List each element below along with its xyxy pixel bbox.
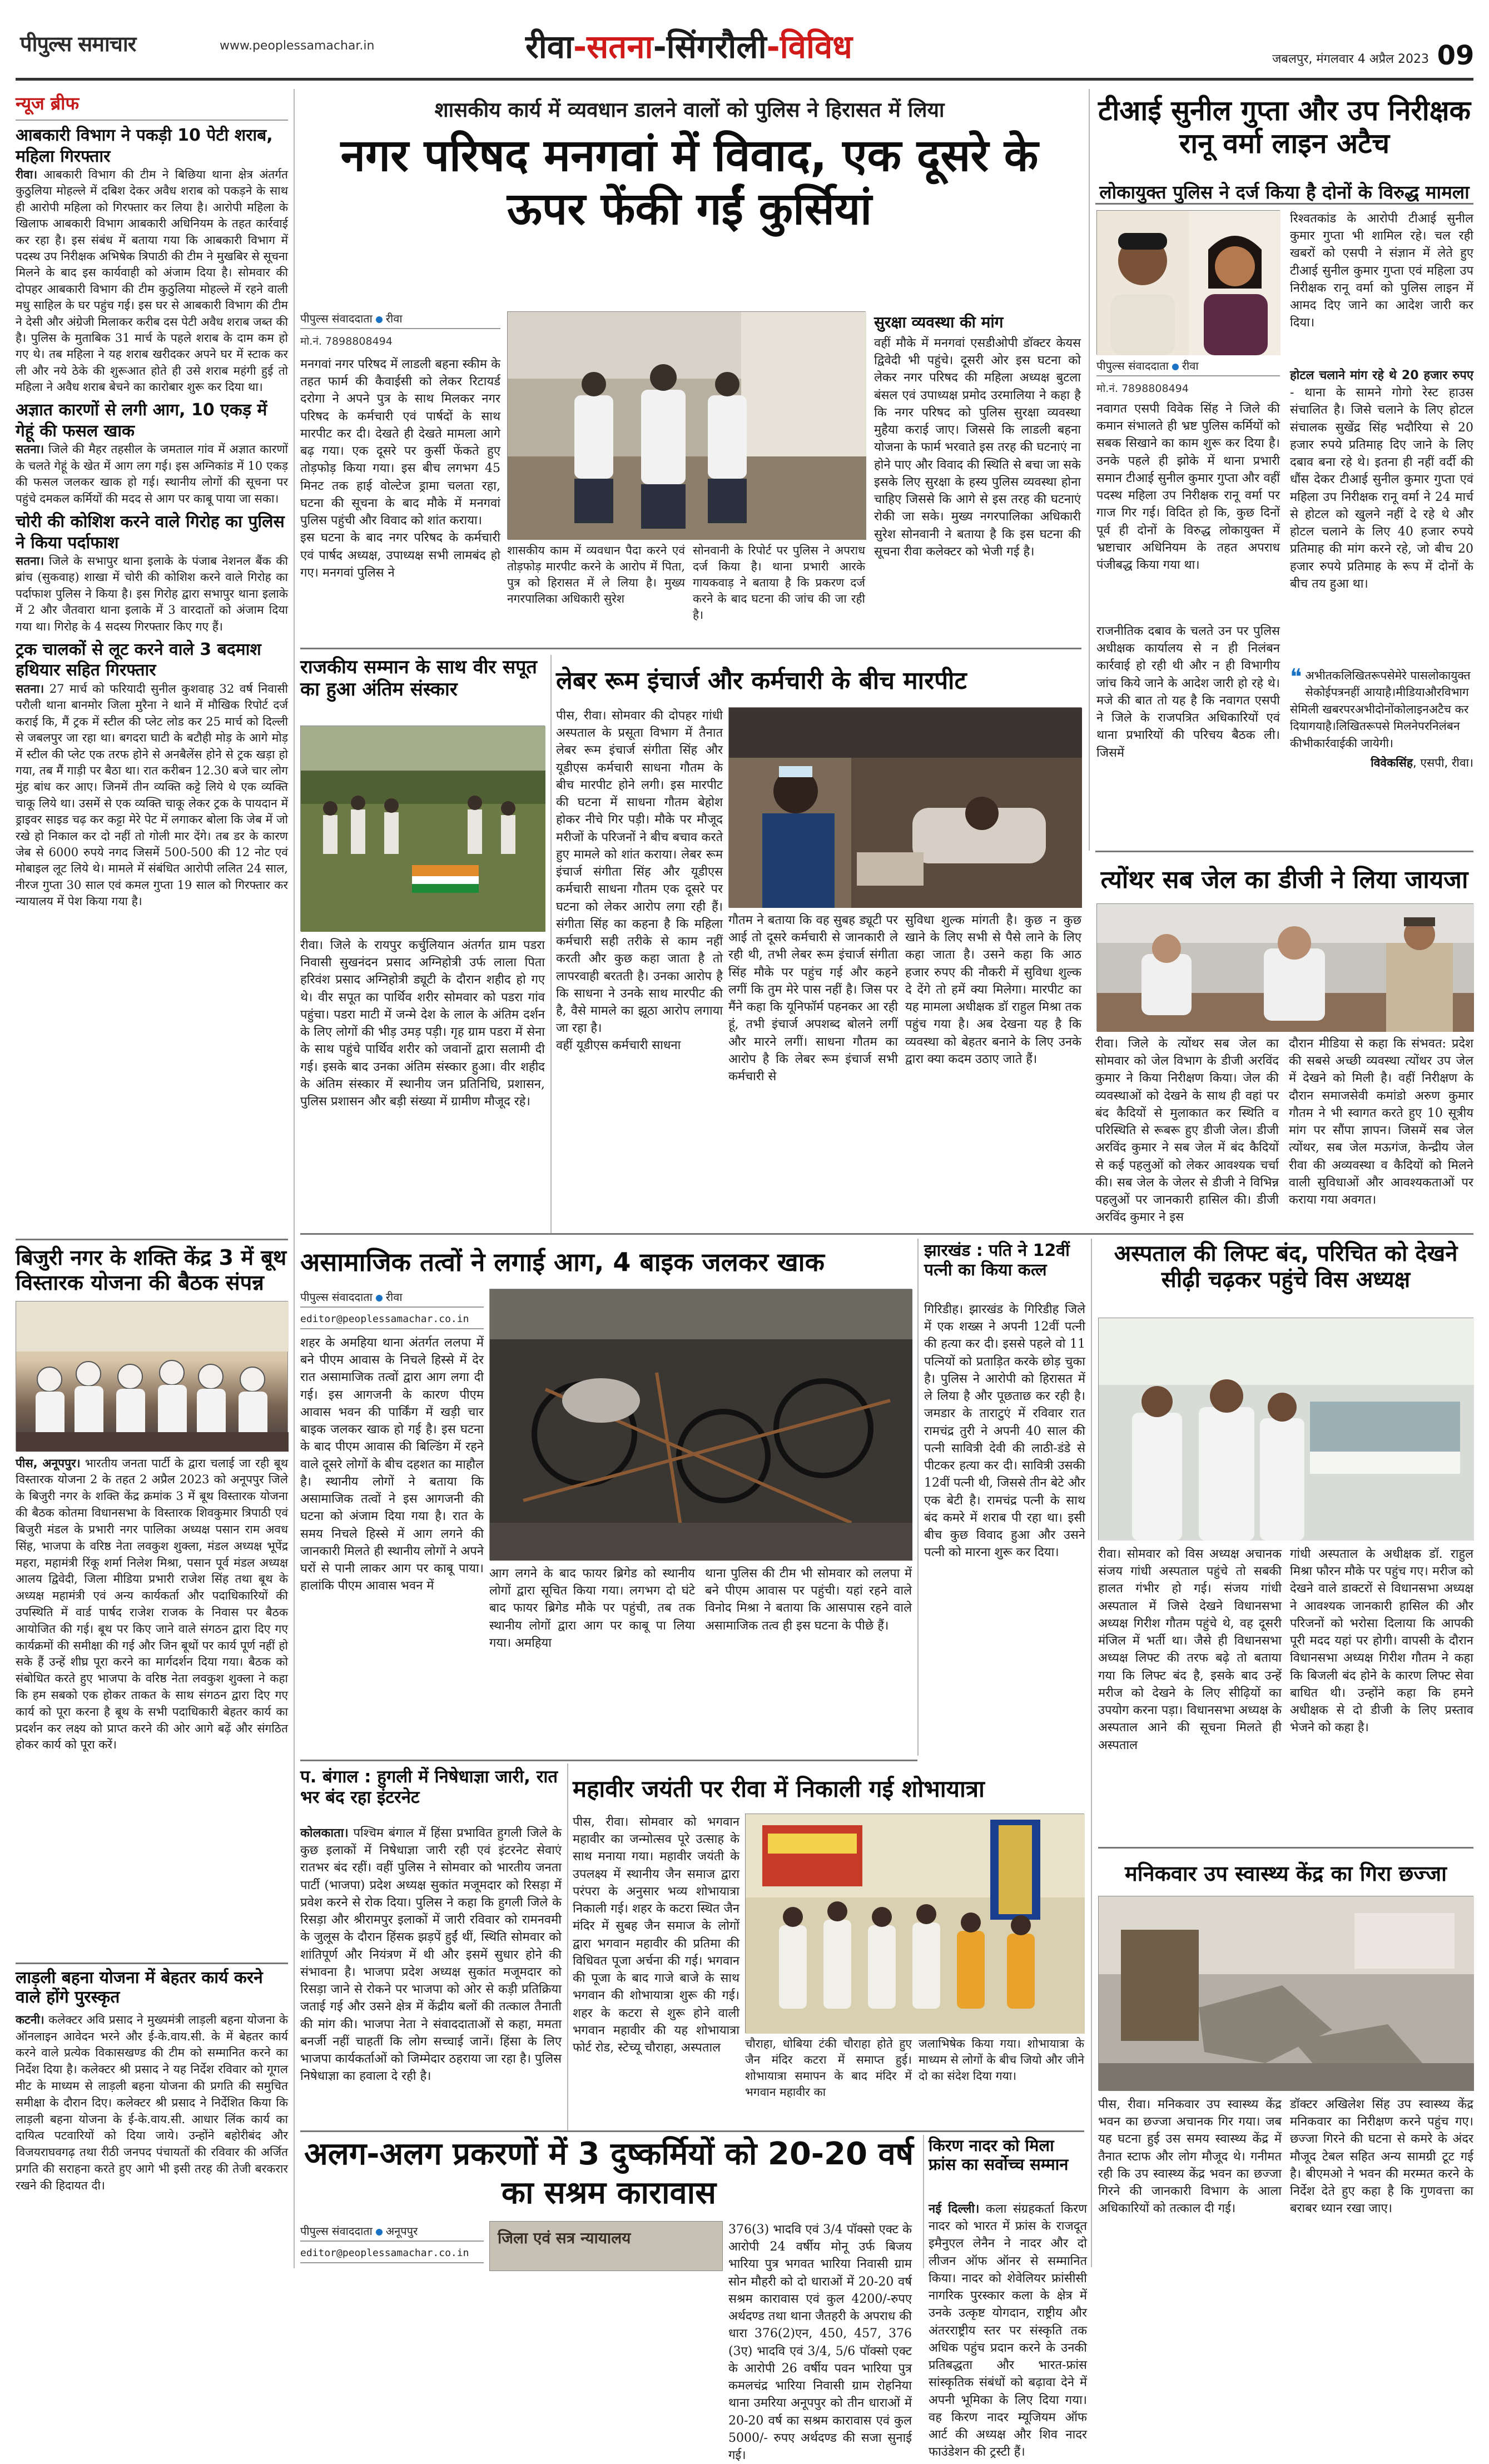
section-sep-2: - <box>653 28 667 66</box>
article-body: पीस, अनूपपुर। भारतीय जनता पार्टी के द्वारा चलाई जा रही बूथ विस्तारक योजना 2 के तहत 2 अप्रैल 2023 को अनूपपुर जिले के बिजुरी नगर के शक्ति केंद्र क्रमांक 3 में बूथ विस्तारक योजना की बैठक कोतमा विधानसभा के विस्तारक शिवकुमार त्रिपाठी एवं बिजुरी मंडल के प्रभारी नगर पालिका अध्यक्ष पसान राम अवध सिंह, भाजपा के वरिष्ठ नेता लवकुश शुक्ला, मंडल अध्यक्ष भूपेंद्र महरा, महामंत्री रिंकू शर्मा निलेश मिश्रा, पसान पूर्व मंडल अध्यक्ष आलय द्विवेदी, जिला मीडिया प्रभारी राजेश सिंह तथा बूथ के अध्यक्ष महामंत्री एवं अन्य कार्यकर्ता और पदाधिकारियों की उपस्थिति में वार्ड पार्षद राजेश राजक के निवास पर बैठक आयोजित की गई। बूथ पर किए जाने वाले संगठन द्वारा दिए गए कार्यक्रमों की समीक्षा की गई और जिन बूथों पर कार्य पूर्ण नहीं हो सके हैं उन्हें शीघ्र पूरा करने का मार्गदर्शन दिया गया। बैठक को संबोधित करते हुए भाजपा के वरिष्ठ नेता लवकुश शुक्ला ने कहा कि हम सबको एक होकर ताकत के साथ संगठन द्वारा दिए गए कार्य को पूरा करना है बूथ के सभी पदाधिकारी बेहतर कार्य का प्रदर्शन कर लक्ष्य को प्राप्त करने की ओर आगे बढ़ें और संगठित होकर कार्य को पूरा करें। <box>16 1456 288 1752</box>
side-subhead: सुरक्षा व्यवस्था की मांग <box>874 313 1004 331</box>
news-brief-column <box>16 89 288 1237</box>
labour-body-col3: सुविधा शुल्क मांगती है। कुछ न कुछ खाने के लिए सभी से पैसे लाने के लिए कहा जाता है। उसने कहा कि आठ हजार रुपए की नौकरी में सुविधा शुल्क दे देंगे तो हमें क्या मिलेगा। मारपीट का यह मामला अधीक्षक डॉ राहुल मिश्रा तक पहुंच गया है। अब देखना यह है कि व्यवस्था को बेहतर बनाने के लिए उनके द्वारा क्या कदम उठाए जाते हैं। <box>905 913 1081 1066</box>
sp-quote: अभीतकलिखितरूपसेमेरे पासलोकायुक्तसेकोईपत्रनहीं आयाहै।मीडियाऔरविभागसेमिली खबरपरअभीदोनोंकोलाइनअटैच करदियागयाहै।लिखितरूपसे मिलनेपरनिलंबनकीभीकार्रवाईकी जायेगी। <box>1290 669 1471 750</box>
brief-text: सतना। जिले की मैहर तहसील के जमताल गांव में अज्ञात कारणों के चलते गेहूं के खेत में आग लग गई। इस अग्निकांड में 10 एकड़ की फसल जलकर खाक हो गई। स्थानीय लोगों की सूचना पर पहुंचे दमकल कर्मियों की मदद से आग पर काबू पाया जा सका। <box>16 443 288 505</box>
ti-quote-box <box>1290 664 1473 845</box>
brief-item-fire <box>16 400 288 507</box>
brief-headline: अज्ञात कारणों से लगी आग, 10 एकड़ में गेहूं की फसल खाक <box>16 400 267 441</box>
lift-body-col2: गांधी अस्पताल के अधीक्षक डॉ. राहुल मिश्रा फौरन मौके पर पहुंच गए। मरीज को देखने वाले डाक्टरों से विधानसभा अध्यक्ष ने आवश्यक जानकारी हासिल की और परिजनों को भरोसा दिलाया कि आपकी पूरी मदद यहां पर होगी। वापसी के दौरान विधानसभा अध्यक्ष गिरीश गौतम ने कहा कि बिजली बंद होने के कारण लिफ्ट सेवा बाधित थी। उन्होंने कहा कि हमने अधीक्षक से दो डीजी के लिए प्रस्ताव भेजने को कहा है। <box>1290 1547 1473 1735</box>
bengal-body: कोलकाता। पश्चिम बंगाल में हिंसा प्रभावित हुगली जिले के कुछ इलाकों में निषेधाज्ञा जारी रही एवं इंटरनेट सेवाएं रातभर बंद रहीं। वहीं पुलिस ने सोमवार को भारतीय जनता पार्टी (भाजपा) प्रदेश अध्यक्ष सुकांत मजूमदार को रिसड़ा में प्रवेश करने से रोक दिया। पुलिस ने कहा कि हुगली जिले के रिसड़ा और श्रीरामपुर इलाकों में जारी रविवार को रामनवमी के जुलूस के दौरान हिंसक झड़पें हुईं थीं, स्थिति सोमवार को शांतिपूर्ण और नियंत्रण में थी और इसमें सुधार होने की संभावना है। भाजपा प्रदेश अध्यक्ष सुकांत मजूमदार को रिसड़ा जाने से रोकने पर भाजपा को ओर से कड़ी प्रतिक्रिया जताई गई और उसने क्षेत्र में केंद्रीय बलों की तत्काल तैनाती की मांग की। भाजपा नेता ने संवाददाताओं से कहा, ममता बनर्जी नहीं चाहतीं कि लोग सच्चाई जानें। हिंसा के लिए भाजपा कार्यकर्ताओं को जिम्मेदार ठहराया जा रहा है। पुलिस निषेधाज्ञा का हवाला दे रही है। <box>300 1826 562 2084</box>
arson-byline-box <box>300 1287 484 1332</box>
jail-photo <box>1096 903 1473 1031</box>
section-part-3: सिंगरौली <box>666 28 767 66</box>
column-rule <box>1089 89 1090 851</box>
funeral-photo <box>300 726 545 931</box>
masthead-brand-logo <box>20 29 181 60</box>
arson-body-col2: आग लगने के बाद फायर ब्रिगेड को स्थानीय लोगों द्वारा सूचित किया गया। लगभग दो घंटे बाद फायर ब्रिगेड मौके पर पहुंची, तब तक स्थानीय लोगों द्वारा आग पर काबू पा लिया गया। अमहिया <box>489 1567 695 1650</box>
masthead-rule <box>16 78 1473 81</box>
collapsed-ceiling-photo <box>1098 1896 1473 2090</box>
divider <box>16 1239 288 1240</box>
column-rule <box>923 2135 924 2268</box>
brief-text: रीवा। आबकारी विभाग की टीम ने बिछिया थाना क्षेत्र अंतर्गत कुठुलिया मोहल्ले में दबिश देकर अवैध शराब को पकड़ने के साथ ही आरोपी महिला को गिरफ्तार कर लिया है। आरोपी महिला के खिलाफ आबकारी विभाग आबकारी अधिनियम के तहत कार्रवाई कर रहा है। इस संबंध में बताया गया कि आबकारी विभाग में पदस्थ उप निरीक्षक अभिषेक त्रिपाठी की टीम ने मुखबिर से सूचना मिलने के बाद इस कार्यवाही को अंजाम दिया है। सोमवार की दोपहर आबकारी विभाग की टीम कुठुलिया मोहल्ले में रहने वाली मधु साहिल के घर पहुंच गई। इस घर से आबकारी विभाग की टीम ने देसी और अंग्रेजी मिलाकर करीब दस पेटी अवैध शराब जब्त की है। पुलिस के मुताबिक 31 मार्च के पहले शराब के दाम कम हो गए थे। तब महिला ने यह शराब खरीदकर अपने घर में स्टाक कर ली और नये ठेके की शुरूआत होते ही उसे शराब महंगी हुई तो महिला ने अवैध शराब बेचने का कारोबार शुरू कर दिया था। <box>16 168 288 394</box>
brief-text: सतना। जिले के सभापुर थाना इलाके के पंजाब नेशनल बैंक की ब्रांच (सुकवाह) शाखा में चोरी की कोशिश करने वाले गिरोह का पर्दाफाश पुलिस ने किया है। इस गिरोह द्वारा सभापुर थाना इलाके में 2 और जैतवारा थाना इलाके में 3 वारदातों को अंजाम दिया गया था। गिरोह के 4 सदस्य गिरफ्तार किए गए हैं। <box>16 554 288 633</box>
page-number: 09 <box>1437 40 1475 71</box>
column-rule <box>550 655 552 1233</box>
ti-headline: टीआई सुनील गुप्ता और उप निरीक्षक रानू वर्मा लाइन अटैच <box>1098 95 1471 160</box>
mahavir-body-col1: पीस, रीवा। सोमवार को भगवान महावीर का जन्मोत्सव पूरे उत्साह के साथ मनाया गया। महावीर जयंती के उपलक्ष्य में स्थानीय जैन समाज द्वारा परंपरा के अनुसार भव्य शोभायात्रा निकाली गई। शहर के कटरा स्थित जैन मंदिर में सुबह जैन समाज के लोगों द्वारा भगवान महावीर की प्रतिमा की विधिवत पूजा अर्चना की गई। भगवान की पूजा के बाद गाजे बाजे के साथ भगवान की शोभायात्रा शुरू की गई। शहर के कटरा से शुरू होने वाली भगवान महावीर की यह शोभायात्रा फोर्ट रोड, स्टेच्यू चौराहा, अस्पताल <box>573 1815 739 2055</box>
brief-item-excise <box>16 125 288 395</box>
labour-headline: लेबर रूम इंचार्ज और कर्मचारी के बीच मारपीट <box>556 667 967 695</box>
section-part-4: विविध <box>780 28 852 66</box>
byline: पीपुल्स संवाददाता अनूपपुर <box>300 2221 484 2242</box>
lift-headline: अस्पताल की लिफ्ट बंद, परिचित को देखने सीढ़ी चढ़कर पहुंचे विस अध्यक्ष <box>1114 1241 1458 1293</box>
lead-caption-a: शासकीय काम में व्यवधान पैदा करने एवं तोड़फोड़ मारपीट करने के आरोप में पिता, पुत्र को हिरासत में ले लिया है। मुख्य नगरपालिका अधिकारी सुरेश <box>507 544 685 605</box>
kiran-headline: किरण नादर को मिला फ्रांस का सर्वोच्च सम्मान <box>929 2136 1069 2174</box>
quote-attribution: विवेकसिंह, एसपी, रीवा। <box>1371 756 1473 770</box>
bengal-headline: प. बंगाल : हुगली में निषेधाज्ञा जारी, रात भर बंद रहा इंटरनेट <box>300 1767 558 1807</box>
court-headline: अलग-अलग प्रकरणों में 3 दुष्कर्मियों को 20-20 वर्ष का सश्रम कारावास <box>304 2136 914 2211</box>
column-rule <box>567 1763 568 2130</box>
divider <box>16 1963 288 1964</box>
lead-kicker: शासकीय कार्य में व्यवधान डालने वालों को पुलिस ने हिरासत में लिया <box>434 98 945 122</box>
side-body: वहीं मौके में मनगवां एसडीओपी डॉक्टर केयस द्विवेदी भी पहुंचे। दूसरी ओर इस घटना को लेकर नगर परिषद की महिला अध्यक्ष बुटला बंसल एवं उपाध्यक्ष प्रमोद उरमालिया ने कहा है कि नगर परिषद को पुलिस सुरक्षा व्यवस्था मुहैया कराई जाए। जिससे कि लाडली बहना योजना के फार्म भरवाते इस तरह की घटनाएं ना होने पाए और विवाद की स्थिति से बचा जा सके इसके लिए सुरक्षा के हस्य पुलिस व्यवस्था होना चाहिए जिससे कि आगे से इस तरह की घटनाएं रोकी जा सके। मुख्य नगरपालिका अधिकारी सुरेश सोनवानी ने बताया है कि इस घटना की सूचना रीवा कलेक्टर को भेजी गई है। <box>874 336 1081 559</box>
article-bijuri <box>16 1245 288 1963</box>
brief-item-gang <box>16 511 288 635</box>
column-rule <box>917 1239 919 1756</box>
veer-headline: राजकीय सम्मान के साथ वीर सपूत का हुआ अंतिम संस्कार <box>300 656 537 701</box>
lead-headline: नगर परिषद मनगवां में विवाद, एक दूसरे के ऊपर फेंकी गईं कुर्सियां <box>340 130 1039 235</box>
brand-name: पीपुल्स समाचार <box>20 32 136 56</box>
mahavir-headline: महावीर जयंती पर रीवा में निकाली गई शोभायात्रा <box>573 1775 985 1802</box>
brief-item-robbery <box>16 639 288 910</box>
hospital-photo <box>1098 1318 1473 1540</box>
ti-subhead: लोकायुक्त पुलिस ने दर्ज किया है दोनों के विरुद्ध मामला <box>1095 179 1473 205</box>
procession-photo <box>745 1814 1084 2033</box>
column-rule <box>1091 1239 1092 2267</box>
burnt-bikes-photo <box>489 1289 912 1560</box>
website-url: www.peoplessamachar.in <box>220 39 375 53</box>
quote-icon: ❝ <box>1290 664 1302 690</box>
article-body: कटनी। कलेक्टर अवि प्रसाद ने मुख्यमंत्री लाड़ली बहना योजना के ऑनलाइन आवेदन भरने और ई-के.वाय.सी. के में बेहतर कार्य करने वाले प्रत्येक विकासखण्ड की टीम को सम्मानित करने का निर्देश दिया है। कलेक्टर श्री प्रसाद ने यह निर्देश रविवार को गूगल मीट के माध्यम से लाड़ली बहना योजना की प्रगति की समुचित समीक्षा के दौरान दिए। कलेक्टर श्री प्रसाद ने निर्देशित किया कि लाड़ली बहना योजना के ई-के.वाय.सी. आधार लिंक कार्य का दायित्व पटवारियों को दिया जाये। उन्होंने बहोरीबंद और विजयराघवगढ़ तथा रीठी जनपद पंचायतों की रविवार की अर्जित प्रगति की सराहना करते हुए आगे भी इसी तरह की तेजी बरकरार रखने की हिदायत दी। <box>16 2013 288 2192</box>
dateline: जबलपुर, मंगलवार 4 अप्रैल 2023 <box>1272 52 1429 66</box>
jharkhand-body: गिरिडीह। झारखंड के गिरिडीह जिले में एक शख्स ने अपनी 12वीं पत्नी की हत्या कर दी। इससे पहले वो 11 पत्नियों को प्रताड़ित करके छोड़ चुका है। पुलिस ने आरोपी को हिरासत में ले लिया है और पूछताछ कर रही है। जमडार के ताराटुएं में रविवार रात रामचंद्र तुरी ने अपनी 40 साल की पत्नी सावित्री देवी की लाठी-डंडे से पीटकर हत्या कर दी। सावित्री उसकी 12वीं पत्नी थी, जिससे तीन बेटे और एक बेटी है। रामचंद्र पत्नी के साथ बंद कमरे में शराब पी रहा था। इसी बीच कुछ विवाद हुआ और उसने पत्नी को मारना शुरू कर दिया। <box>924 1303 1085 1560</box>
lead-caption-b: सोनवानी के रिपोर्ट पर पुलिस ने अपराध दर्ज किया है। थाना प्रभारी आरके गायकवाड़ ने बताया है कि प्रकरण दर्ज करने के बाद घटना की जांच की जा रही है। <box>693 544 865 622</box>
byline: पीपुल्स संवाददाता रीवा <box>300 309 500 329</box>
article-headline: लाड़ली बहना योजना में बेहतर कार्य करने वाले होंगे पुरस्कृत <box>16 1968 263 2008</box>
mahavir-caption-a: चौराहा, धोबिया टंकी चौराहा होते हुए जैन मंदिर कटरा में समाप्त हुई। शोभायात्रा समापन के बाद मंदिर में भगवान महावीर का <box>745 2037 912 2099</box>
labour-photo <box>728 707 1081 907</box>
ti-portraits <box>1096 210 1280 355</box>
court-byline-box <box>300 2221 484 2266</box>
manikwar-body-col1: पीस, रीवा। मनिकवार उप स्वास्थ्य केंद्र भवन का छज्जा अचानक गिर गया। जब यह घटना हुई उस समय स्वास्थ्य केंद्र में तैनात स्टाफ और लोग मौजूद थे। गनीमत रही कि उप स्वास्थ्य केंद्र भवन का छज्जा गिरने की जानकारी विभाग के आला अधिकारियों को तत्काल दी गई। <box>1098 2098 1282 2216</box>
dg-body-col2: दौरान मीडिया से कहा कि संभवत: प्रदेश की सबसे अच्छी व्यवस्था त्योंथर उप जेल में देखने को मिली है। वहीं निरीक्षण के दौरान समाजसेवी कमांडो अरुण कुमार गौतम ने भी स्वागत करते हुए 10 सूत्रीय मांग पर सौंपा ज्ञापन। जिसमें सब जेल त्योंथर, सब जेल मऊगंज, केन्द्रीय जेल रीवा की अव्यवस्था व कैदियों को मिलने वाली सुविधाओं और आवश्यकताओं पर कराया गया अवगत। <box>1289 1037 1473 1208</box>
court-building-photo <box>489 2221 723 2271</box>
mobile-number: मो.नं. 7898808494 <box>300 335 393 347</box>
divider <box>300 1760 917 1761</box>
meeting-photo <box>16 1301 288 1451</box>
lead-body-col1: मनगवां नगर परिषद में लाडली बहना स्कीम के तहत फार्म की कैवाईसी को लेकर रिटायर्ड दरोगा ने अपने पुत्र के साथ मिलकर नगर परिषद के कर्मचारी एवं पार्षदों के साथ मारपीट कर दी। देखते ही देखते मामला आगे बढ़ गया। एक दूसरे पर कुर्सी फेंकते हुए तोड़फोड़ किया गया। इस बीच लगभग 45 मिनट तक हाई वोल्टेज ड्रामा चलता रहा, घटना की सूचना के बाद मौके में मनगवां पुलिस पहुंची और विवाद को शांत कराया। इस घटना के बाद नगर परिषद के कर्मचारी एवं पार्षद अध्यक्ष, उपाध्यक्ष सभी लामबंद हो गए। मनगवां पुलिस ने <box>300 357 500 580</box>
byline: पीपुल्स संवाददाता रीवा <box>1096 356 1280 376</box>
arson-body-col1: शहर के अमहिया थाना अंतर्गत ललपा में बने पीएम आवास के निचले हिस्से में देर रात असामाजिक तत्वों द्वारा आग लगा दी गई। इस आगजनी के कारण पीएम आवास भवन की पार्किंग में खड़ी चार बाइक जलकर खाक हो गई है। इस घटना के बाद पीएम आवास की बिल्डिंग में रहने वाले दूसरे लोगों के बीच दहशत का माहौल है। स्थानीय लोगों ने बताया कि असामाजिक तत्वों ने इस आगजनी की घटना को अंजाम दिया गया है। रात के समय निचले हिस्से में आग लगने की जानकारी मिलते ही स्थानीय लोगों ने अपने घरों से पानी लाकर आग पर काबू पाया। हालांकि पीएम आवास भवन में <box>300 1336 484 1593</box>
section-sep-1: - <box>573 28 587 66</box>
labour-body-col2: गौतम ने बताया कि वह सुबह ड्यूटी पर आई तो दूसरे कर्मचारी से जानकारी ले रही थी, तभी लेबर रूम इंचार्ज संगीता सिंह मौके पर पहुंच गई और कहने लगीं कि तुम मेरे पास नहीं है। जिस पर मैंने कहा कि यूनिफॉर्म पहनकर आ रही हूं, तभी इंचार्ज अपशब्द बोलने लगीं और मारने लगीं। साधना गौतम का आरोप है कि लेबर रूम इंचार्ज सभी कर्मचारी से <box>728 913 898 1084</box>
divider <box>300 2130 1084 2132</box>
manikwar-body-col2: डॉक्टर अखिलेश सिंह उप स्वास्थ्य केंद्र मनिकवार का निरीक्षण करने पहुंच गए। छज्जा गिरने की घटना से कमरे के अंदर मौजूद टेबल सहित अन्य सामग्री टूट गई है। बीएमओ ने भवन की मरम्मत करने के निर्देश देते हुए कहा है कि गुणवत्ता का बराबर ध्यान रखा जाए। <box>1290 2098 1473 2216</box>
column-rule <box>294 89 295 2268</box>
divider <box>1098 1847 1473 1849</box>
article-headline: बिजुरी नगर के शक्ति केंद्र 3 में बूथ विस्तारक योजना की बैठक संपन्न <box>16 1245 287 1295</box>
lead-photo <box>507 311 866 539</box>
divider <box>300 648 1081 649</box>
lead-side-column <box>874 311 1081 645</box>
dg-headline: त्योंथर सब जेल का डीजी ने लिया जायजा <box>1100 866 1468 894</box>
section-part-1: रीवा <box>525 28 574 66</box>
arson-headline: असामाजिक तत्वों ने लगाई आग, 4 बाइक जलकर खाक <box>300 1247 825 1277</box>
veer-body: रीवा। जिले के रायपुर कर्चुलियान अंतर्गत ग्राम पडरा निवासी सुखनंदन प्रसाद अग्निहोत्री उर्फ लाला पिता हरिवंश प्रसाद अग्निहोत्री ड्यूटी के दौरान शहीद हो गए थे। वीर सपूत का पार्थिव शरीर सोमवार को पडरा गांव पहुंचा। पडरा माटी में जन्मे देश के लाल के अंतिम दर्शन के लिए लोगों की भीड़ उमड़ पड़ी। गृह ग्राम पडरा में सेना के साथ पहुंचे पार्थिव शरीर को जवानों द्वारा सलामी दी गई। इसके बाद उनका अंतिम संस्कार हुआ। वीर शहीद के अंतिम संस्कार में स्थानीय जन प्रतिनिधि, प्रशासन, पुलिस प्रशासन और बड़ी संख्या में ग्रामीण मौजूद रहे। <box>300 938 545 1109</box>
brief-headline: आबकारी विभाग ने पकड़ी 10 पेटी शराब, महिला गिरफ्तार <box>16 126 273 166</box>
brief-headline: चोरी की कोशिश करने वाले गिरोह का पुलिस ने किया पर्दाफाश <box>16 512 285 553</box>
ti-right-body: होटल चलाने मांग रहे थे 20 हजार रुपए - थाना के सामने गोगो रेस्ट हाउस संचालित है। जिसे चलाने के लिए होटल संचालक सुखेंद्र सिंह भदौरिया से 20 हजार रुपये प्रतिमाह दिए जाने के लिए दबाव बना रहे थे। इतना ही नहीं वर्दी की धौंस देकर टीआई सुनील कुमार गुप्ता एवं महिला उप निरीक्षक रानू वर्मा ने 24 मार्च से होटल को खुलने नहीं दे रहे थे और होटल चलाने के लिए 40 हजार रुपये प्रतिमाह की मांग करने रहे, जो बीच 20 हजार रुपये प्रतिमाह के रूप में दोनों के बीच तय हुआ था। <box>1290 369 1473 591</box>
lift-body-col1: रीवा। सोमवार को विस अध्यक्ष अचानक संजय गांधी अस्पताल पहुंचे तो सबकी हालत गंभीर हो गई। संजय गांधी अस्पताल में जिसे देखने विधानसभा अध्यक्ष गिरीश गौतम पहुंचे थे, वह दूसरी मंजिल में भर्ती था। जैसे ही विधानसभा अध्यक्ष लिफ्ट की तरफ बढ़े तो बताया गया कि लिफ्ट बंद है, इसके बाद उन्हें मरीज को देखने के लिए सीढ़ियों का उपयोग करना पड़ा। विधानसभा अध्यक्ष के अस्पताल आने की सूचना मिलते ही अस्पताल <box>1098 1547 1282 1752</box>
brief-text: सतना। 27 मार्च को फरियादी सुनील कुशवाह 32 वर्ष निवासी परौली थाना बानमोर जिला मुरैना ने थाने में मौखिक रिपोर्ट दर्ज कराई कि, मैं ट्रक में स्टील की प्लेट लोड कर 25 मार्च को दिल्ली से जबलपुर जा रहा था। बगदरा घाटी के बटौही मोड़ के आगे मोड़ में स्टील की प्लेट एक तरफ होने से अनबैलेंस होने से ट्रक खड़ा हो गया, तब मैं गाड़ी पर बैठा था। रात करीबन 12.30 बजे चार लोग मुंह बांध कर आए। जिनमें तीन व्यक्ति कट्टे लिये थे एक व्यक्ति चाकू लिये था। उसमें से एक व्यक्ति चाकू लेकर ट्रक के पायदान में ड्राइवर साइड चढ़ कर कट्टा मेरे पेट में लगाकर बोला कि जेब में जो रखे हो निकाल कर दो नहीं तो गोली मार देंगे। तब डर के कारण जेब से 6000 रुपये नगद जिसमें 500-500 की 12 नोट एवं मोबाइल लूट लिये थे। मामले में संबंधित आरोपी ललित 24 साल, नीरज गुप्ता 30 साल एवं कमल गुप्ता 19 साल को गिरफ्तार कर न्यायालय में पेश किया गया है। <box>16 682 288 908</box>
ti-left-body-2: राजनीतिक दबाव के चलते उन पर पुलिस अधीक्षक कार्यालय से न ही निलंबन कार्रवाई हो रही थी और न ही विभागीय जांच किये जाने के आदेश जारी हो रहे थे। मजे की बात तो यह है कि नवागत एसपी ने जिले के राजपत्रित अधिकारियों एवं थाना प्रभारियों की परिचय बैठक ली। जिसमें <box>1096 624 1280 760</box>
dg-body-col1: रीवा। जिले के त्योंथर सब जेल का सोमवार को जेल विभाग के डीजी अरविंद कुमार ने किया निरीक्षण किया। जेल की व्यवस्थाओं को देखने के साथ ही वहां पर बंद कैदियों से मुलाकात कर स्थिति व परिस्थिति से रूबरू हुए डीजी जेल। डीजी अरविंद कुमार ने सब जेल में बंद कैदियों से कई पहलुओं को लेकर आवश्यक चर्चा की। सब जेल के जेलर से डीजी ने विभिन्न पहलुओं पर जानकारी हासिल की। डीजी अरविंद कुमार ने इस <box>1095 1037 1279 1225</box>
section-title <box>525 24 1059 69</box>
kiran-body: नई दिल्ली। कला संग्रहकर्ता किरण नादर को भारत में फ्रांस के राजदूत इमैनुएल लेनैन ने नादर और दो लीजन ऑफ ऑनर से सम्मानित किया। नादर को शेवेलियर फ्रांसीसी नागरिक पुरस्कार कला के क्षेत्र में उनके उत्कृष्ट योगदान, राष्ट्रीय और अंतरराष्ट्रीय स्तर पर संस्कृति तक अधिक पहुंच प्रदान करने के उनकी प्रतिबद्धता और भारत-फ्रांस सांस्कृतिक संबंधों को बढ़ावा देने में अपनी भूमिका के लिए दिया गया। वह किरण नादर म्यूजियम ऑफ आर्ट की अध्यक्ष और शिव नादर फाउंडेशन की ट्रस्टी हैं। <box>929 2202 1087 2460</box>
court-sign: जिला एवं सत्र न्यायालय <box>498 2229 631 2247</box>
section-sep-3: - <box>766 28 780 66</box>
masthead <box>0 0 1489 78</box>
court-body-col3: 376(3) भादवि एवं 3/4 पॉक्सो एक्ट के आरोपी 24 वर्षीय मोनू उर्फ बिजय भारिया पुत्र भगवत भारिया निवासी ग्राम सोन मौहरी को दो धाराओं में 20-20 वर्ष सश्रम कारावास एवं कुल 4200/-रुपए अर्थदण्ड तथा थाना जैतहरी के अपराध की धारा 376(2)एन, 450, 457, 376 (3ए) भादवि एवं 3/4, 5/6 पॉक्सो एक्ट के आरोपी 26 वर्षीय पवन भारिया पुत्र कमलचंद्र भारिया निवासी ग्राम रोहनिया थाना उमरिया अनूपपुर को तीन धाराओं में 20-20 वर्ष का सश्रम कारावास एवं कुल 5000/- रुपए अर्थदण्ड की सजा सुनाई गई। <box>728 2223 912 2463</box>
ti-top-body: रिश्वतकांड के आरोपी टीआई सुनील कुमार गुप्ता भी शामिल रहे। चल रही खबरों को एसपी ने संज्ञान में लेते हुए टीआई सुनील कुमार गुप्ता एवं महिला उप निरीक्षक रानू वर्मा को पुलिस लाइन में आमद दिए जाने का आदेश जारी कर दिया। <box>1290 212 1473 330</box>
news-brief-label: न्यूज ब्रीफ <box>16 89 288 121</box>
article-ladli <box>16 1968 288 2268</box>
jharkhand-headline: झारखंड : पति ने 12वीं पत्नी का किया कत्ल <box>924 1241 1070 1280</box>
labour-body-col1: पीस, रीवा। सोमवार की दोपहर गांधी अस्पताल के प्रसूता विभाग में तैनात लेबर रूम इंचार्ज संगीता सिंह और यूडीएस कर्मचारी साधना गौतम के बीच मारपीट होने लगी। इस मारपीट की घटना में साधना गौतम बेहोश होकर नीचे गिर पड़ी। मौके पर मौजूद मरीजों के परिजनों ने बीच बचाव करते हुए मामले को शांत कराया। लेबर रूम इंचार्ज संगीता सिंह और यूडीएस कर्मचारी साधना गौतम एक दूसरे पर घटना को लेकर आरोप लगा रही हैं। संगीता सिंह का कहना है कि महिला कर्मचारी सही तरीके से काम नहीं करती और कुछ कहा जाता है तो लापरवाही बरतती है। उनका आरोप है कि साधना ने उनके साथ मारपीट की है, वैसे मामले का झूठा आरोप लगाया जा रहा है। वहीं यूडीएस कर्मचारी साधना <box>556 709 723 1053</box>
mahavir-caption-b: जलाभिषेक किया गया। शोभायात्रा के माध्यम से लोगों के बीच जियो और जीने दो का संदेश दिया गया। <box>919 2037 1084 2083</box>
email-address: editor@peoplessamachar.co.in <box>300 1312 484 1329</box>
brief-headline: ट्रक चालकों से लूट करने वाले 3 बदमाश हथियार सहित गिरफ्तार <box>16 639 261 680</box>
email-address: editor@peoplessamachar.co.in <box>300 2246 484 2263</box>
ti-left-body: नवागत एसपी विवेक सिंह ने जिले की कमान संभालते ही भ्रष्ट पुलिस कर्मियों को सबक सिखाने का काम शुरू कर दिया है। उनके पहले ही झोके में थाना प्रभारी समान टीआई सुनील कुमार गुप्ता और वहीं पदस्थ महिला उप निरीक्षक रानू वर्मा पर गाज गिर गई। विदित हो कि, कुछ दिनों पूर्व ही दोनों के विरुद्ध लोकायुक्त में भ्रष्टाचार अधिनियम के तहत अपराध पंजीबद्ध किया गया था। <box>1096 402 1280 573</box>
ti-right-column <box>1290 367 1473 678</box>
arson-body-col3: थाना पुलिस की टीम भी सोमवार को ललपा में बने पीएम आवास पर पहुंची। यहां रहने वाले विनोद मिश्रा ने बताया कि आसपास रहने वाले असामाजिक तत्व ही इस घटना के पीछे हैं। <box>705 1567 912 1633</box>
divider <box>300 1233 1473 1235</box>
ti-byline-box <box>1096 356 1280 395</box>
mobile-number: मो.नं. 7898808494 <box>1096 382 1189 395</box>
section-part-2: सतना <box>587 28 653 66</box>
manikwar-headline: मनिकवार उप स्वास्थ्य केंद्र का गिरा छज्जा <box>1124 1861 1447 1886</box>
byline: पीपुल्स संवाददाता रीवा <box>300 1287 484 1308</box>
divider <box>1095 851 1473 852</box>
